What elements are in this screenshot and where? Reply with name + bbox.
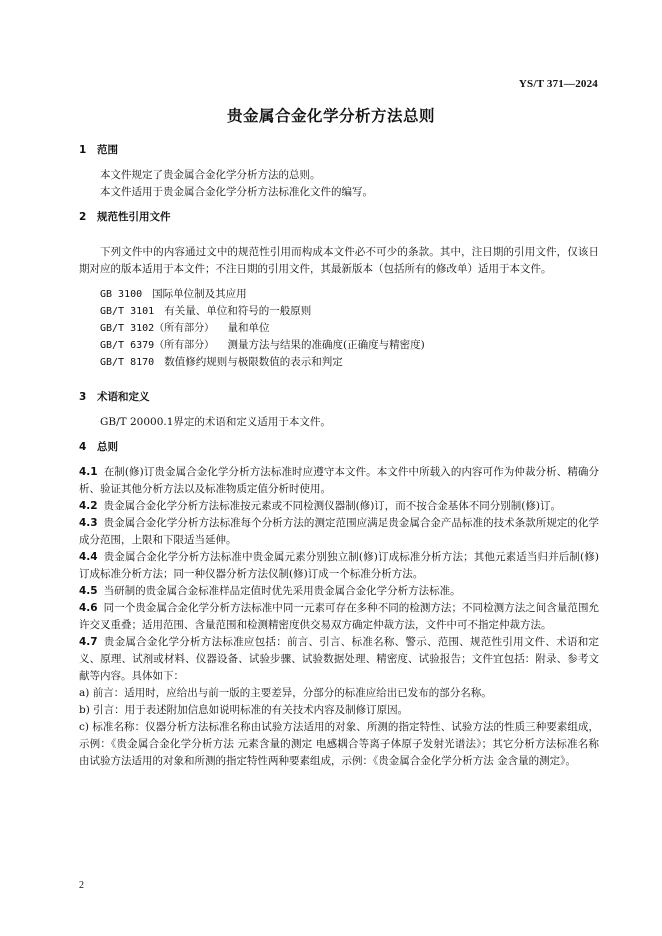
- clause: [79, 583, 599, 600]
- section-heading-references: [79, 209, 599, 226]
- paragraph: 本文件规定了贵金属合金化学分析方法的总则。: [100, 169, 321, 181]
- section-heading-terms: [79, 389, 599, 406]
- reference-title: 有关量、单位和符号的一般原则: [164, 305, 312, 317]
- section-heading-scope: [79, 142, 599, 159]
- section-title: 范围: [97, 144, 118, 156]
- clause-number: 4.5: [79, 585, 98, 597]
- paragraph: GB/T 20000.1界定的术语和定义适用于本文件。: [100, 416, 331, 428]
- clause-number: 4.6: [79, 602, 98, 614]
- list-item: c) 标准名称：仪器分析方法标准名称由试验方法适用的对象、所测的指定特性、试验方法的性质三种要素组成，示例：《贵金属合金化学分析方法 元素含量的测定 电感耦合等离子体原子发射光谱法》；其它分析方法标准名称由试验方法适用的对象和所测的指定特性两种要素组成，示例：《贵金属合金化学分析方法 金含量的测定》。: [79, 721, 599, 767]
- clause-number: 4.3: [79, 517, 98, 529]
- section-title: 总则: [97, 441, 118, 453]
- section-title: 规范性引用文件: [97, 211, 171, 223]
- clause-number: 4.7: [79, 636, 98, 648]
- clause-text: 贵金属合金化学分析方法标准中贵金属元素分别独立制(修)订成标准分析方法；其他元素适当归并后制(修)订成标准分析方法；同一种仪器分析方法仪制(修)订成一个标准分析方法。: [79, 551, 599, 580]
- clause-number: 4.2: [79, 500, 98, 512]
- clause: [79, 464, 599, 498]
- section-number: 2: [79, 211, 87, 223]
- reference-item: [79, 303, 599, 320]
- reference-code: GB/T 8170: [100, 357, 155, 368]
- reference-code: GB/T 6379（所有部分）: [100, 340, 215, 351]
- clause: [79, 498, 599, 515]
- document-body: [79, 142, 599, 770]
- clause-number: 4.4: [79, 551, 98, 563]
- document-title: 贵金属合金化学分析方法总则: [226, 107, 435, 125]
- clause: [79, 634, 599, 685]
- reference-code: GB/T 3101: [100, 306, 155, 317]
- reference-item: [79, 320, 599, 337]
- section-number: 1: [79, 144, 87, 156]
- standard-code: YS/T 371—2024: [518, 78, 598, 90]
- clause-text: 贵金属合金化学分析方法标准应包括：前言、引言、标准名称、警示、范围、规范性引用文件、术语和定义、原理、试剂或材料、仪器设备、试验步骤、试验数据处理、精密度、试验报告；文件宜包括：附录、参考文献等内容。具体如下：: [79, 636, 599, 682]
- section-number: 4: [79, 441, 87, 453]
- reference-code: GB/T 3102（所有部分）: [100, 323, 215, 334]
- list-item: b) 引言：用于表述附加信息如说明标准的有关技术内容及制修订原因。: [79, 704, 409, 716]
- reference-item: [79, 337, 599, 354]
- clause-text: 当研制的贵金属合金标准样品定值时优先采用贵金属合金化学分析方法标准。: [103, 585, 461, 597]
- reference-item: [79, 286, 599, 303]
- paragraph: 本文件适用于贵金属合金化学分析方法标准化文件的编写。: [100, 186, 373, 198]
- list-item: a) 前言：适用时，应给出与前一版的主要差异，分部分的标准应给出已发布的部分名称。: [79, 687, 492, 699]
- clause: [79, 600, 599, 634]
- reference-title: 数值修约规则与极限数值的表示和判定: [164, 356, 343, 368]
- paragraph: 下列文件中的内容通过文中的规范性引用而构成本文件必不可少的条款。其中，注日期的引用文件，仅该日期对应的版本适用于本文件；不注日期的引用文件，其最新版本（包括所有的修改单）适用于本文件。: [79, 246, 599, 275]
- reference-title: 测量方法与结果的准确度(正确度与精密度): [227, 339, 425, 351]
- reference-title: 国际单位制及其应用: [152, 288, 247, 300]
- section-number: 3: [79, 391, 87, 403]
- section-heading-general: [79, 439, 599, 456]
- clause-text: 在制(修)订贵金属合金化学分析方法标准时应遵守本文件。本文件中所载入的内容可作为仲裁分析、精确分析、验证其他分析方法以及标准物质定值分析时使用。: [79, 466, 599, 495]
- clause-text: 贵金属合金化学分析方法标准每个分析方法的测定范围应满足贵金属合金产品标准的技术条款所规定的化学成分范围，上限和下限适当延伸。: [79, 517, 599, 546]
- section-title: 术语和定义: [97, 391, 150, 403]
- reference-code: GB 3100: [100, 289, 143, 300]
- clause: [79, 549, 599, 583]
- clause-text: 贵金属合金化学分析方法标准按元素或不同检测仪器制(修)订，而不按合金基体不同分别制(修)订。: [103, 500, 561, 512]
- reference-item: [79, 354, 599, 371]
- page-number: 2: [79, 880, 84, 891]
- clause: [79, 515, 599, 549]
- clause-text: 同一个贵金属合金化学分析方法标准中同一元素可存在多种不同的检测方法；不同检测方法之间含量范围允许交叉重叠；适用范围、含量范围和检测精密度供交易双方确定仲裁方法，文件中可不指定仲裁方法。: [79, 602, 599, 631]
- reference-title: 量和单位: [227, 322, 270, 334]
- clause-number: 4.1: [79, 466, 98, 478]
